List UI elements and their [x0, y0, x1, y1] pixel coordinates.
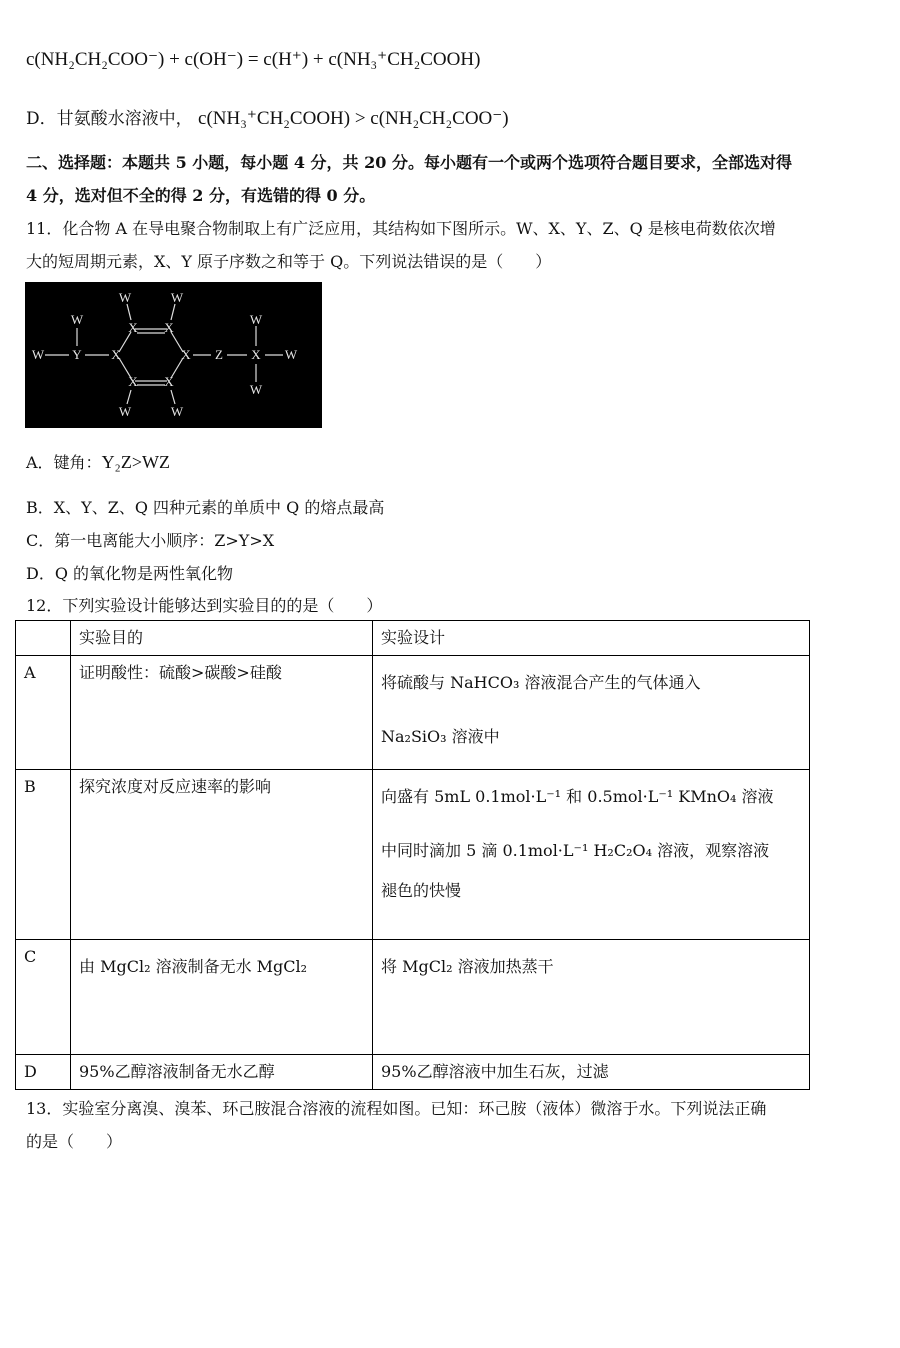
header-cell: 实验目的 — [71, 621, 373, 656]
section-heading-line2: 4 分，选对但不全的得 2 分，有选错的得 0 分。 — [26, 186, 376, 205]
atom-label: Y — [72, 347, 82, 362]
option-d-prev — [26, 104, 509, 130]
atom-label: X — [128, 320, 138, 335]
row-label: D — [16, 1055, 71, 1090]
molecule-svg — [25, 282, 322, 428]
row-label: B — [16, 770, 71, 940]
atom-label: W — [249, 382, 263, 397]
section-heading-line1: 二、选择题：本题共 5 小题，每小题 4 分，共 20 分。每小题有一个或两个选项符合题目要求，全部选对得 — [26, 153, 792, 172]
atom-label: W — [170, 404, 184, 419]
row-design — [373, 940, 810, 1055]
purpose-text: 由 MgCl₂ 溶液制备无水 MgCl₂ — [79, 957, 308, 976]
atom-label: X — [181, 347, 191, 362]
design-line: 褪色的快慢 — [381, 881, 462, 900]
q12-stem: 12．下列实验设计能够达到实验目的的是（ ） — [26, 596, 383, 615]
row-purpose: 证明酸性：硫酸>碳酸>硅酸 — [71, 656, 373, 770]
table-row — [16, 1055, 810, 1090]
row-label: A — [16, 656, 71, 770]
design-line: 将硫酸与 NaHCO₃ 溶液混合产生的气体通入 — [381, 673, 701, 692]
design-line: 中同时滴加 5 滴 0.1mol·L⁻¹ H₂C₂O₄ 溶液，观察溶液 — [381, 841, 770, 860]
atom-label: W — [70, 312, 84, 327]
atom-label: X — [128, 374, 138, 389]
q11-stem-line2: 大的短周期元素，X、Y 原子序数之和等于 Q。下列说法错误的是（ ） — [26, 252, 552, 271]
row-purpose: 探究浓度对反应速率的影响 — [71, 770, 373, 940]
option-d-text: D．甘氨酸水溶液中， — [26, 109, 193, 129]
q11-option-a — [26, 450, 170, 473]
q11-option-d: D．Q 的氧化物是两性氧化物 — [26, 564, 234, 583]
atom-label: W — [249, 312, 263, 327]
q11-stem-line1: 11．化合物 A 在导电聚合物制取上有广泛应用，其结构如下图所示。W、X、Y、Z、Q 是核电荷数依次增 — [26, 219, 776, 238]
table-row — [16, 940, 810, 1055]
row-label: C — [16, 940, 71, 1055]
experiment-table — [15, 620, 810, 1090]
q11-option-a-prefix: A．键角： — [26, 453, 102, 472]
molecule-structure-figure — [25, 282, 322, 428]
row-design: 95%乙醇溶液中加生石灰，过滤 — [373, 1055, 810, 1090]
table-row — [16, 656, 810, 770]
atom-label: W — [118, 290, 132, 305]
design-line: Na₂SiO₃ 溶液中 — [381, 727, 500, 746]
q13-stem-line1: 13．实验室分离溴、溴苯、环己胺混合溶液的流程如图。已知：环己胺（液体）微溶于水。下列说法正确 — [26, 1099, 767, 1118]
row-design — [373, 770, 810, 940]
atom-label: X — [164, 320, 174, 335]
atom-label: W — [118, 404, 132, 419]
q11-option-a-formula: Y₂Z>WZ — [101, 452, 170, 472]
equation-line: c(NH₂CH₂COO⁻) + c(OH⁻) = c(H⁺) + c(NH₃⁺CH₂COOH) — [26, 49, 481, 70]
q11-option-c: C．第一电离能大小顺序：Z>Y>X — [26, 531, 275, 550]
row-purpose: 95%乙醇溶液制备无水乙醇 — [71, 1055, 373, 1090]
option-d-formula: c(NH₃⁺CH₂COOH) > c(NH₂CH₂COO⁻) — [198, 108, 509, 129]
table-row — [16, 770, 810, 940]
atom-label: X — [164, 374, 174, 389]
row-design — [373, 656, 810, 770]
atom-label: Z — [215, 347, 223, 362]
row-purpose — [71, 940, 373, 1055]
q11-option-b: B．X、Y、Z、Q 四种元素的单质中 Q 的熔点最高 — [26, 498, 385, 517]
table-header-row — [16, 621, 810, 656]
design-line: 将 MgCl₂ 溶液加热蒸干 — [381, 957, 554, 976]
header-cell: 实验设计 — [373, 621, 810, 656]
header-cell — [16, 621, 71, 656]
atom-label: X — [251, 347, 261, 362]
atom-label: W — [31, 347, 45, 362]
design-line: 向盛有 5mL 0.1mol·L⁻¹ 和 0.5mol·L⁻¹ KMnO₄ 溶液 — [381, 787, 774, 806]
atom-label: W — [284, 347, 298, 362]
atom-label: W — [170, 290, 184, 305]
atom-label: X — [111, 347, 121, 362]
q13-stem-line2: 的是（ ） — [26, 1132, 123, 1151]
